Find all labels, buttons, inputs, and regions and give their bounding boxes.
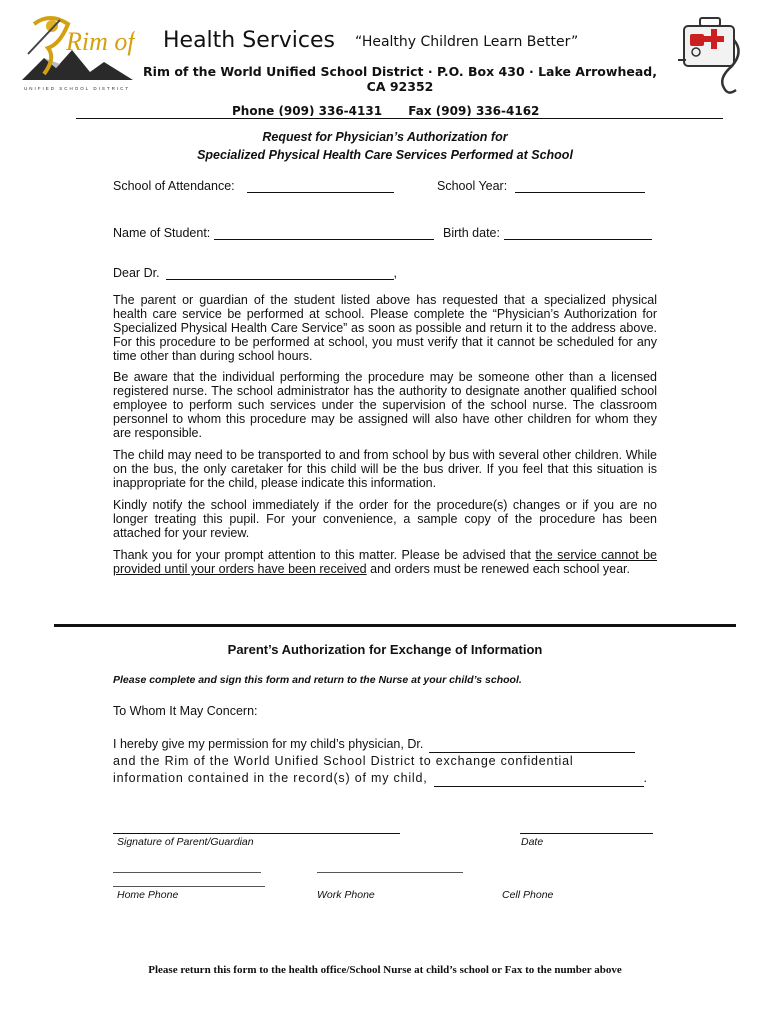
perm-line-2: and the Rim of the World Unified School District to exchange confidential xyxy=(113,754,574,768)
student-name-field xyxy=(113,225,434,240)
p5-end: and orders must be renewed each school year. xyxy=(366,562,630,576)
first-aid-kit-icon xyxy=(676,16,746,98)
logo-text: Rim of xyxy=(66,27,135,56)
student-name-label: Name of Student: xyxy=(113,226,211,240)
work-phone-input[interactable] xyxy=(317,872,463,873)
to-whom-it-may-concern: To Whom It May Concern: xyxy=(113,704,258,718)
signature-label: Signature of Parent/Guardian xyxy=(117,836,254,848)
physician-name-input[interactable] xyxy=(429,738,635,753)
signature-input[interactable] xyxy=(113,833,400,834)
permission-statement xyxy=(113,736,673,787)
paragraph-4: Kindly notify the school immediately if the order for the procedure(s) changes or if you are no longer treating this pupil. For your convenience, a sample copy of the procedure has been attached for your review. xyxy=(113,498,657,540)
section-divider xyxy=(54,624,736,627)
home-phone-label: Home Phone xyxy=(117,889,179,901)
district-address xyxy=(120,64,680,94)
fax-number: Fax (909) 336-4162 xyxy=(408,104,540,116)
district-line-2: CA 92352 xyxy=(366,79,434,94)
motto: “Healthy Children Learn Better” xyxy=(355,34,579,50)
footer-note: Please return this form to the health office/School Nurse at child’s school or Fax to the number above xyxy=(148,964,622,976)
school-year-field xyxy=(437,178,645,193)
birth-date-input[interactable] xyxy=(504,225,652,240)
request-title-line-2: Specialized Physical Health Care Services Performed at School xyxy=(197,148,573,162)
date-label: Date xyxy=(521,836,544,848)
paragraph-3: The child may need to be transported to and from school by bus with several other children. While on the bus, the only caretaker for this child will be the bus driver. If you feel that this situation is inappropriate for the child, please indicate this information. xyxy=(113,448,657,490)
contact-numbers xyxy=(232,104,561,116)
logo-subtext: UNIFIED SCHOOL DISTRICT xyxy=(24,86,131,91)
school-year-label: School Year: xyxy=(437,179,508,193)
paragraph-1: The parent or guardian of the student listed above has requested that a specialized physical health care service be performed at school. Please complete the “Physician’s Authorization for Specialized Physical Health Care Service” as soon as possible and return it to the address above. For this procedure to be performed at school, you must verify that it cannot be scheduled for any time other than during school hours. xyxy=(113,293,657,363)
birth-date-field xyxy=(443,225,652,240)
home-phone-input[interactable] xyxy=(113,872,261,873)
authorization-title: Parent’s Authorization for Exchange of Information xyxy=(227,642,543,657)
cell-phone-label: Cell Phone xyxy=(502,889,554,901)
date-input[interactable] xyxy=(520,833,653,834)
school-year-input[interactable] xyxy=(515,178,645,193)
work-phone-label: Work Phone xyxy=(317,889,375,901)
paragraph-5 xyxy=(113,548,657,576)
school-field xyxy=(113,178,394,193)
district-line-1: Rim of the World Unified School District · P.O. Box 430 · Lake Arrowhead, xyxy=(143,64,657,79)
perm-line-1 xyxy=(113,736,673,753)
perm-period: . xyxy=(643,771,648,785)
p5-start: Thank you for your prompt attention to this matter. Please be advised that xyxy=(113,548,536,562)
page-title: Health Services xyxy=(163,28,336,53)
phone-number: Phone (909) 336-4131 xyxy=(232,104,383,116)
doctor-name-input[interactable] xyxy=(166,265,394,280)
school-label: School of Attendance: xyxy=(113,179,235,193)
p5-underlined: the service cannot be provided until your orders have been received xyxy=(113,548,658,576)
authorization-instruction: Please complete and sign this form and return to the Nurse at your child’s school. xyxy=(113,674,522,686)
birth-date-label: Birth date: xyxy=(443,226,500,240)
header-divider xyxy=(76,118,723,119)
student-name-input[interactable] xyxy=(214,225,434,240)
school-input[interactable] xyxy=(247,178,394,193)
perm-line-3 xyxy=(113,770,673,787)
dear-doctor-field xyxy=(113,265,397,280)
perm-line-1-text: I hereby give my permission for my child’s physician, Dr. xyxy=(113,737,424,751)
home-phone-input-line-2[interactable] xyxy=(113,886,265,887)
dear-comma: , xyxy=(393,266,398,280)
paragraph-2: Be aware that the individual performing the procedure may be someone other than a licensed registered nurse. The school administrator has the authority to designate another qualified school employee to perform such services under the supervision of the school nurse. The classroom personnel to whom this procedure may be assigned will also have other children for whom they are responsible. xyxy=(113,370,657,440)
district-logo xyxy=(20,14,135,94)
dear-label: Dear Dr. xyxy=(113,266,160,280)
child-name-input[interactable] xyxy=(434,772,644,787)
perm-line-3-text: information contained in the record(s) of my child, xyxy=(113,771,428,785)
request-title-line-1: Request for Physician’s Authorization for xyxy=(262,130,508,144)
